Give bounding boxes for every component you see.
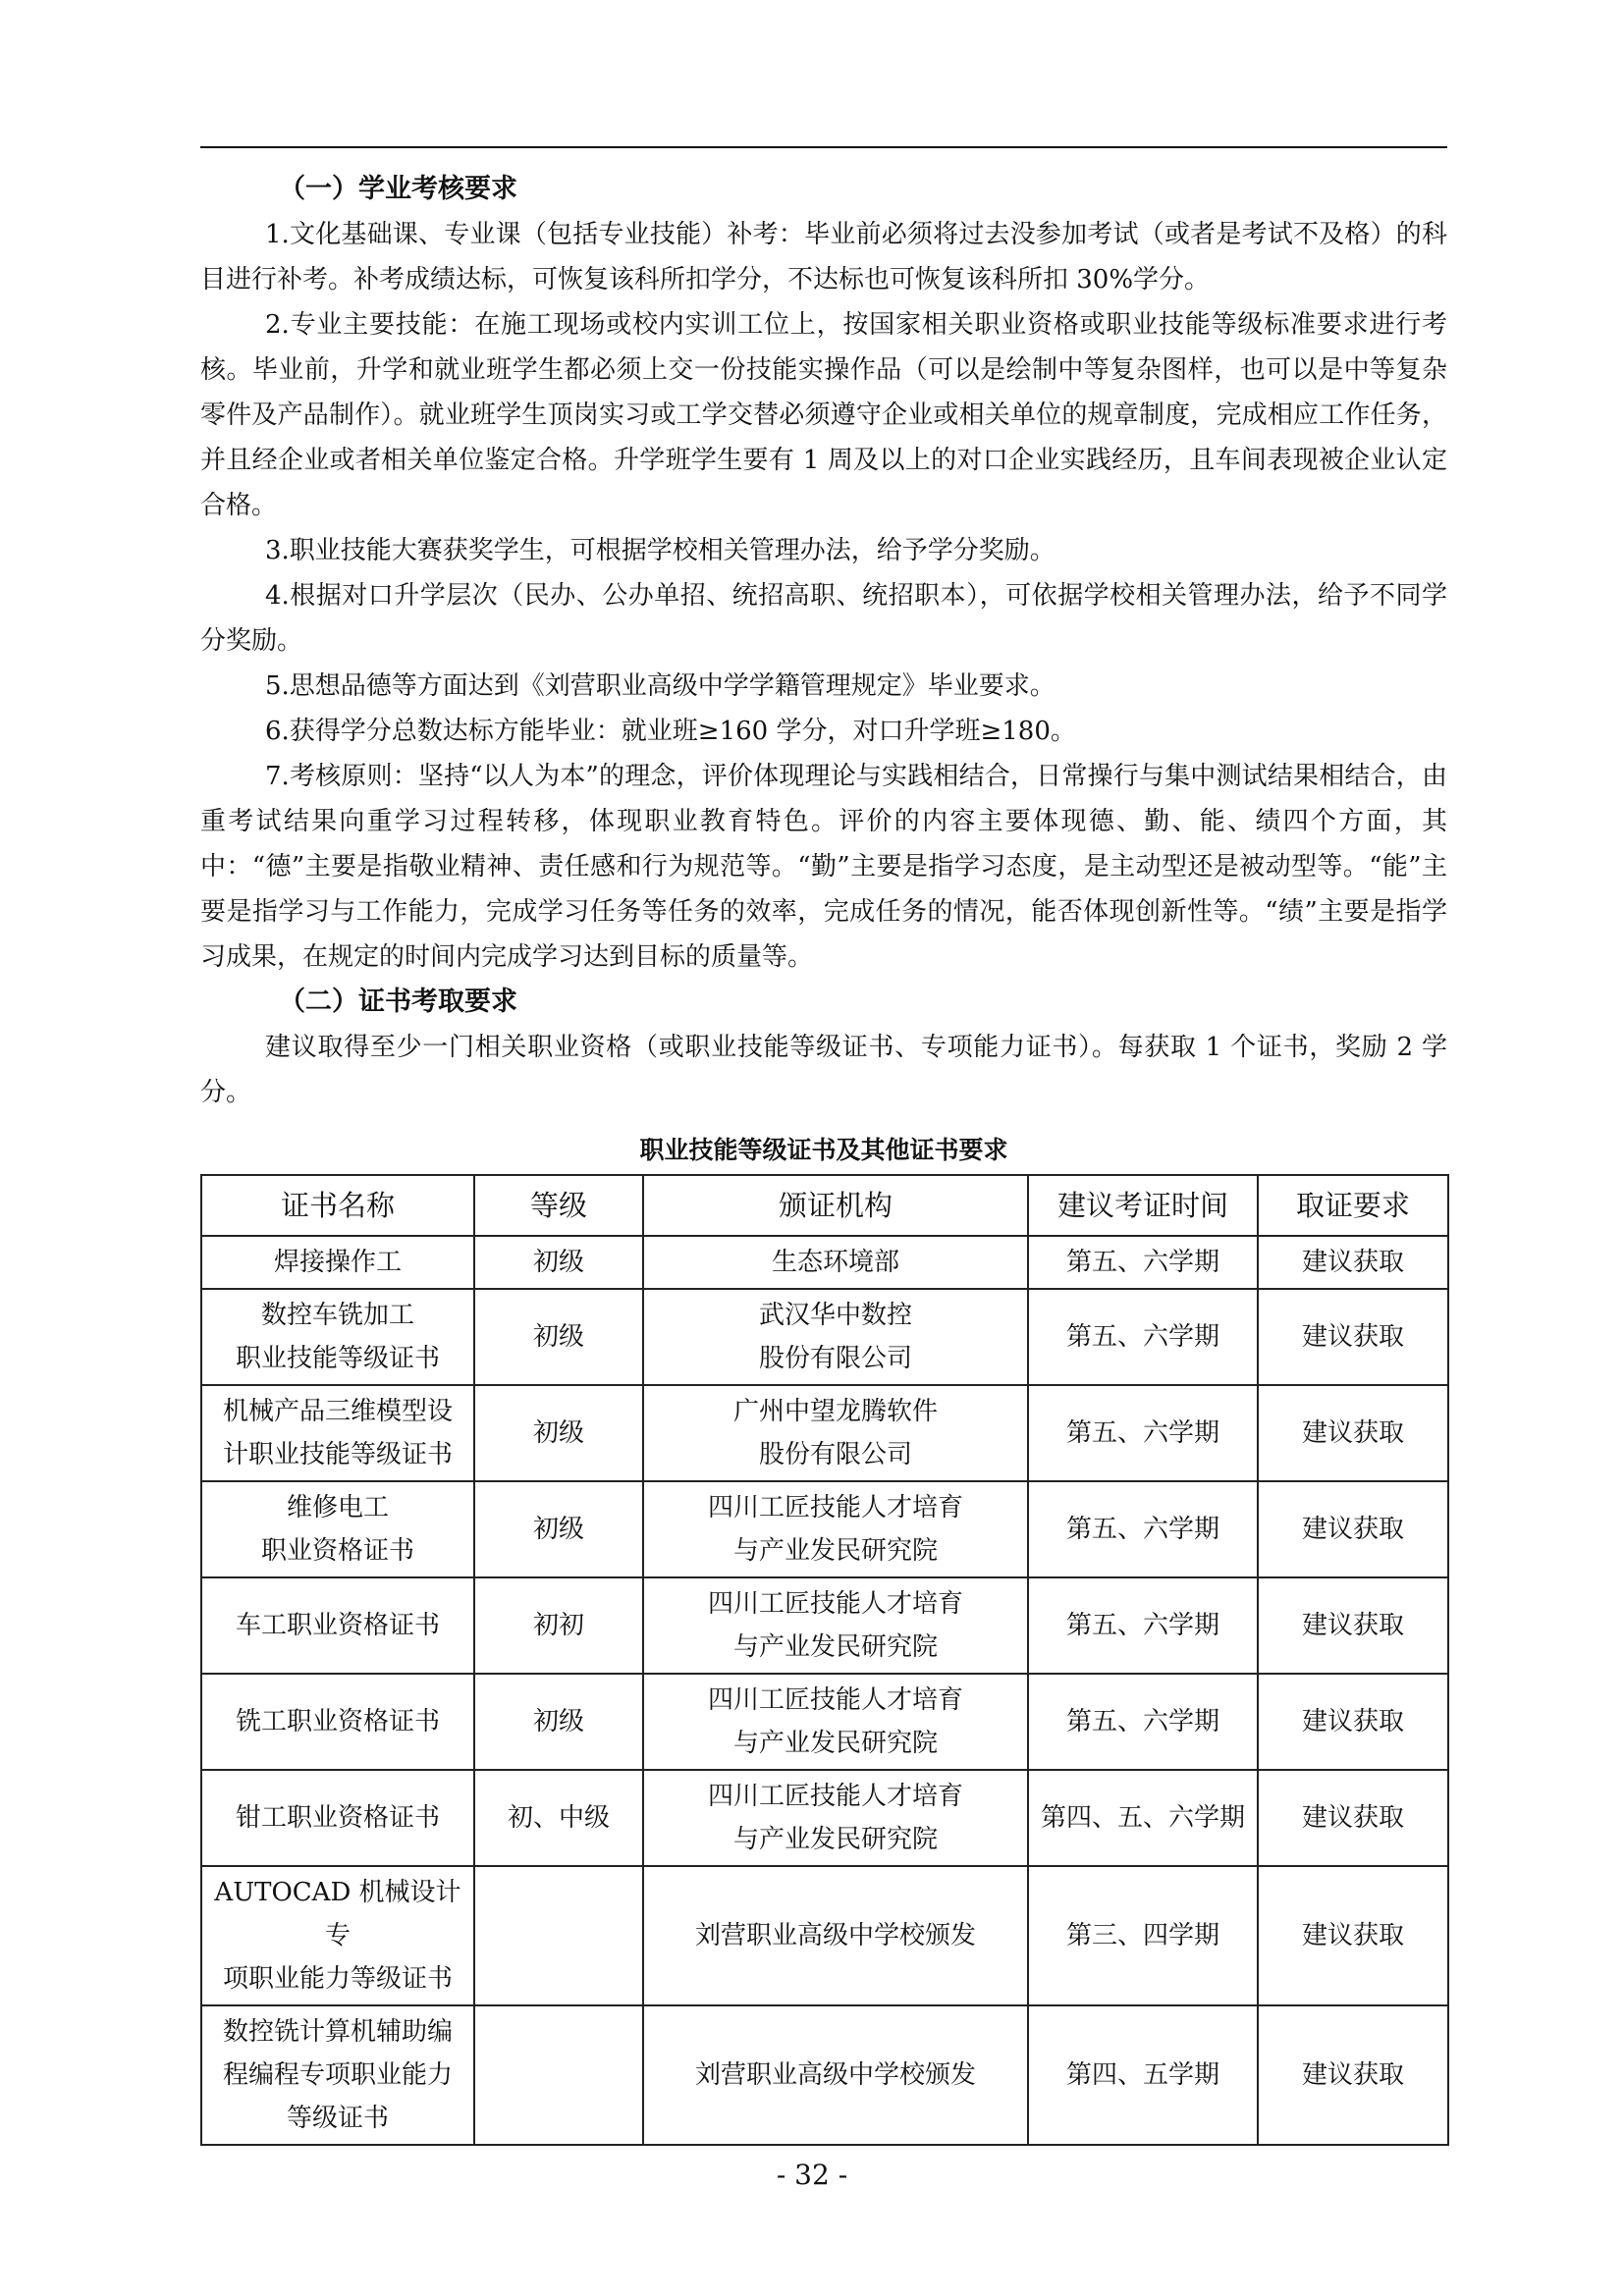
paragraph-3: 3.职业技能大赛获奖学生，可根据学校相关管理办法，给予学分奖励。 bbox=[265, 536, 1056, 565]
cell-name: 维修电工 职业资格证书 bbox=[201, 1481, 474, 1577]
cell-name: 焊接操作工 bbox=[201, 1236, 474, 1289]
cell-level: 初级 bbox=[474, 1289, 643, 1385]
cell-time: 第五、六学期 bbox=[1028, 1289, 1258, 1385]
cell-time: 第五、六学期 bbox=[1028, 1577, 1258, 1674]
document-body bbox=[200, 167, 1447, 2146]
cell-name: 数控铣计算机辅助编 程编程专项职业能力 等级证书 bbox=[201, 2005, 474, 2145]
table-header-row bbox=[201, 1175, 1448, 1236]
table-row bbox=[201, 1577, 1448, 1674]
column-header-name: 证书名称 bbox=[201, 1175, 474, 1236]
table-row bbox=[201, 1385, 1448, 1481]
cell-time: 第四、五学期 bbox=[1028, 2005, 1258, 2145]
cell-level: 初级 bbox=[474, 1674, 643, 1770]
table-row bbox=[201, 1481, 1448, 1577]
cell-requirement: 建议获取 bbox=[1258, 1289, 1448, 1385]
cell-time: 第五、六学期 bbox=[1028, 1481, 1258, 1577]
cell-requirement: 建议获取 bbox=[1258, 1385, 1448, 1481]
paragraph-2: 2.专业主要技能：在施工现场或校内实训工位上，按国家相关职业资格或职业技能等级标准要求进行考核。毕业前，升学和就业班学生都必须上交一份技能实操作品（可以是绘制中等复杂图样，也可以是中等复杂零件及产品制作）。就业班学生顶岗实习或工学交替必须遵守企业或相关单位的规章制度，完成相应工作任务，并且经企业或者相关单位鉴定合格。升学班学生要有 1 周及以上的对口企业实践经历，且车间表现被企业认定合格。 bbox=[200, 310, 1447, 520]
cell-org: 刘营职业高级中学校颁发 bbox=[643, 2005, 1028, 2145]
section-1-heading: （一）学业考核要求 bbox=[279, 174, 517, 204]
cell-level: 初级 bbox=[474, 1236, 643, 1289]
paragraph-1: 1.文化基础课、专业课（包括专业技能）补考：毕业前必须将过去没参加考试（或者是考试不及格）的科目进行补考。补考成绩达标，可恢复该科所扣学分，不达标也可恢复该科所扣 30%学分。 bbox=[200, 220, 1447, 294]
table-title: 职业技能等级证书及其他证书要求 bbox=[639, 1136, 1008, 1164]
cell-org: 四川工匠技能人才培育 与产业发民研究院 bbox=[643, 1481, 1028, 1577]
column-header-requirement: 取证要求 bbox=[1258, 1175, 1448, 1236]
paragraph-6: 6.获得学分总数达标方能毕业：就业班≥160 学分，对口升学班≥180。 bbox=[265, 717, 1076, 746]
paragraph-5: 5.思想品德等方面达到《刘营职业高级中学学籍管理规定》毕业要求。 bbox=[265, 671, 1056, 701]
cell-name: 数控车铣加工 职业技能等级证书 bbox=[201, 1289, 474, 1385]
cell-name: 铣工职业资格证书 bbox=[201, 1674, 474, 1770]
column-header-org: 颁证机构 bbox=[643, 1175, 1028, 1236]
section-2-heading: （二）证书考取要求 bbox=[279, 987, 517, 1017]
page-number: - 32 - bbox=[776, 2159, 848, 2191]
cell-level: 初级 bbox=[474, 1385, 643, 1481]
cell-requirement: 建议获取 bbox=[1258, 1674, 1448, 1770]
table-row bbox=[201, 1866, 1448, 2005]
table-row bbox=[201, 1674, 1448, 1770]
cell-org: 武汉华中数控 股份有限公司 bbox=[643, 1289, 1028, 1385]
paragraph-4: 4.根据对口升学层次（民办、公办单招、统招高职、统招职本），可依据学校相关管理办法，给予不同学分奖励。 bbox=[200, 581, 1447, 656]
header-rule bbox=[200, 146, 1447, 148]
cell-requirement: 建议获取 bbox=[1258, 1770, 1448, 1866]
cell-org: 刘营职业高级中学校颁发 bbox=[643, 1866, 1028, 2005]
cell-org: 四川工匠技能人才培育 与产业发民研究院 bbox=[643, 1577, 1028, 1674]
cell-level: 初、中级 bbox=[474, 1770, 643, 1866]
cell-time: 第五、六学期 bbox=[1028, 1385, 1258, 1481]
cell-name: 车工职业资格证书 bbox=[201, 1577, 474, 1674]
cell-requirement: 建议获取 bbox=[1258, 1866, 1448, 2005]
cell-level bbox=[474, 1866, 643, 2005]
cell-level: 初级 bbox=[474, 1481, 643, 1577]
cell-time: 第五、六学期 bbox=[1028, 1674, 1258, 1770]
table-row bbox=[201, 1770, 1448, 1866]
cell-org: 四川工匠技能人才培育 与产业发民研究院 bbox=[643, 1674, 1028, 1770]
paragraph-7: 7.考核原则：坚持“以人为本”的理念，评价体现理论与实践相结合，日常操行与集中测试结果相结合，由重考试结果向重学习过程转移，体现职业教育特色。评价的内容主要体现德、勤、能、绩四个方面，其中：“德”主要是指敬业精神、责任感和行为规范等。“勤”主要是指学习态度，是主动型还是被动型等。“能”主要是指学习与工作能力，完成学习任务等任务的效率，完成任务的情况，能否体现创新性等。“绩”主要是指学习成果，在规定的时间内完成学习达到目标的质量等。 bbox=[200, 762, 1447, 972]
column-header-time: 建议考证时间 bbox=[1028, 1175, 1258, 1236]
cell-level: 初初 bbox=[474, 1577, 643, 1674]
certificate-table bbox=[200, 1174, 1449, 2146]
table-row bbox=[201, 1289, 1448, 1385]
column-header-level: 等级 bbox=[474, 1175, 643, 1236]
cell-org: 四川工匠技能人才培育 与产业发民研究院 bbox=[643, 1770, 1028, 1866]
cell-time: 第五、六学期 bbox=[1028, 1236, 1258, 1289]
cell-org: 广州中望龙腾软件 股份有限公司 bbox=[643, 1385, 1028, 1481]
cell-requirement: 建议获取 bbox=[1258, 1577, 1448, 1674]
cell-level bbox=[474, 2005, 643, 2145]
section-2-paragraph: 建议取得至少一门相关职业资格（或职业技能等级证书、专项能力证书）。每获取 1 个证书，奖励 2 学分。 bbox=[200, 1033, 1447, 1107]
table-row bbox=[201, 2005, 1448, 2145]
cell-time: 第四、五、六学期 bbox=[1028, 1770, 1258, 1866]
cell-requirement: 建议获取 bbox=[1258, 1236, 1448, 1289]
cell-name: 机械产品三维模型设 计职业技能等级证书 bbox=[201, 1385, 474, 1481]
cell-name: 钳工职业资格证书 bbox=[201, 1770, 474, 1866]
cell-name: AUTOCAD 机械设计专 项职业能力等级证书 bbox=[201, 1866, 474, 2005]
cell-time: 第三、四学期 bbox=[1028, 1866, 1258, 2005]
cell-org: 生态环境部 bbox=[643, 1236, 1028, 1289]
cell-requirement: 建议获取 bbox=[1258, 2005, 1448, 2145]
table-row bbox=[201, 1236, 1448, 1289]
cell-requirement: 建议获取 bbox=[1258, 1481, 1448, 1577]
